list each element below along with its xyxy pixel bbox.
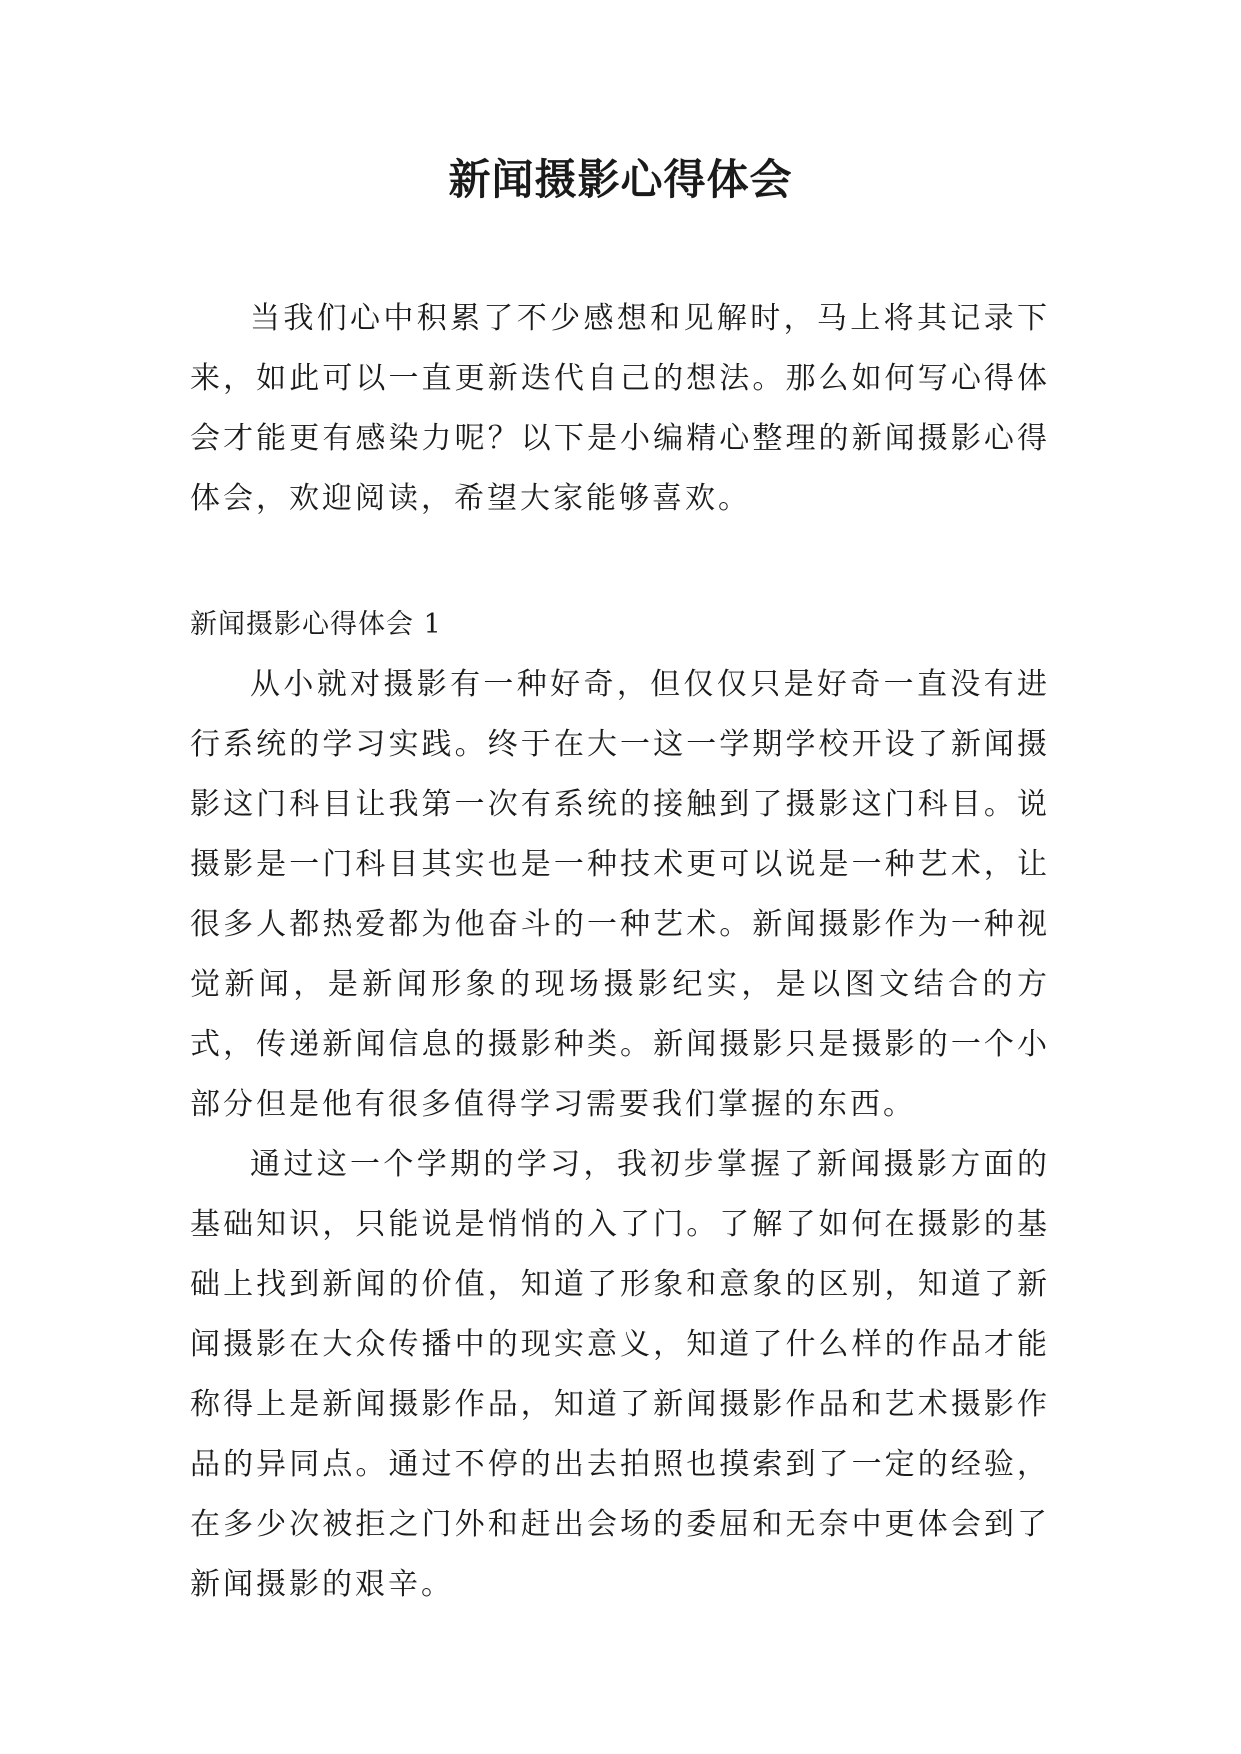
document-body: [190, 289, 1050, 1615]
section-spacer: [190, 529, 1050, 595]
intro-paragraph: 当我们心中积累了不少感想和见解时，马上将其记录下来，如此可以一直更新迭代自己的想法。那么如何写心得体会才能更有感染力呢？以下是小编精心整理的新闻摄影心得体会，欢迎阅读，希望大家能够喜欢。: [190, 301, 1050, 516]
document-title: 新闻摄影心得体会: [448, 155, 793, 204]
section-heading: 新闻摄影心得体会 1: [190, 609, 442, 640]
body-paragraph-2: 通过这一个学期的学习，我初步掌握了新闻摄影方面的基础知识，只能说是悄悄的入了门。了解了如何在摄影的基础上找到新闻的价值，知道了形象和意象的区别，知道了新闻摄影在大众传播中的现实意义，知道了什么样的作品才能称得上是新闻摄影作品，知道了新闻摄影作品和艺术摄影作品的异同点。通过不停的出去拍照也摸索到了一定的经验，在多少次被拒之门外和赶出会场的委屈和无奈中更体会到了新闻摄影的艰辛。: [190, 1147, 1050, 1602]
body-paragraph-1: 从小就对摄影有一种好奇，但仅仅只是好奇一直没有进行系统的学习实践。终于在大一这一学期学校开设了新闻摄影这门科目让我第一次有系统的接触到了摄影这门科目。说摄影是一门科目其实也是一种技术更可以说是一种艺术，让很多人都热爱都为他奋斗的一种艺术。新闻摄影作为一种视觉新闻，是新闻形象的现场摄影纪实，是以图文结合的方式，传递新闻信息的摄影种类。新闻摄影只是摄影的一个小部分但是他有很多值得学习需要我们掌握的东西。: [190, 667, 1050, 1122]
